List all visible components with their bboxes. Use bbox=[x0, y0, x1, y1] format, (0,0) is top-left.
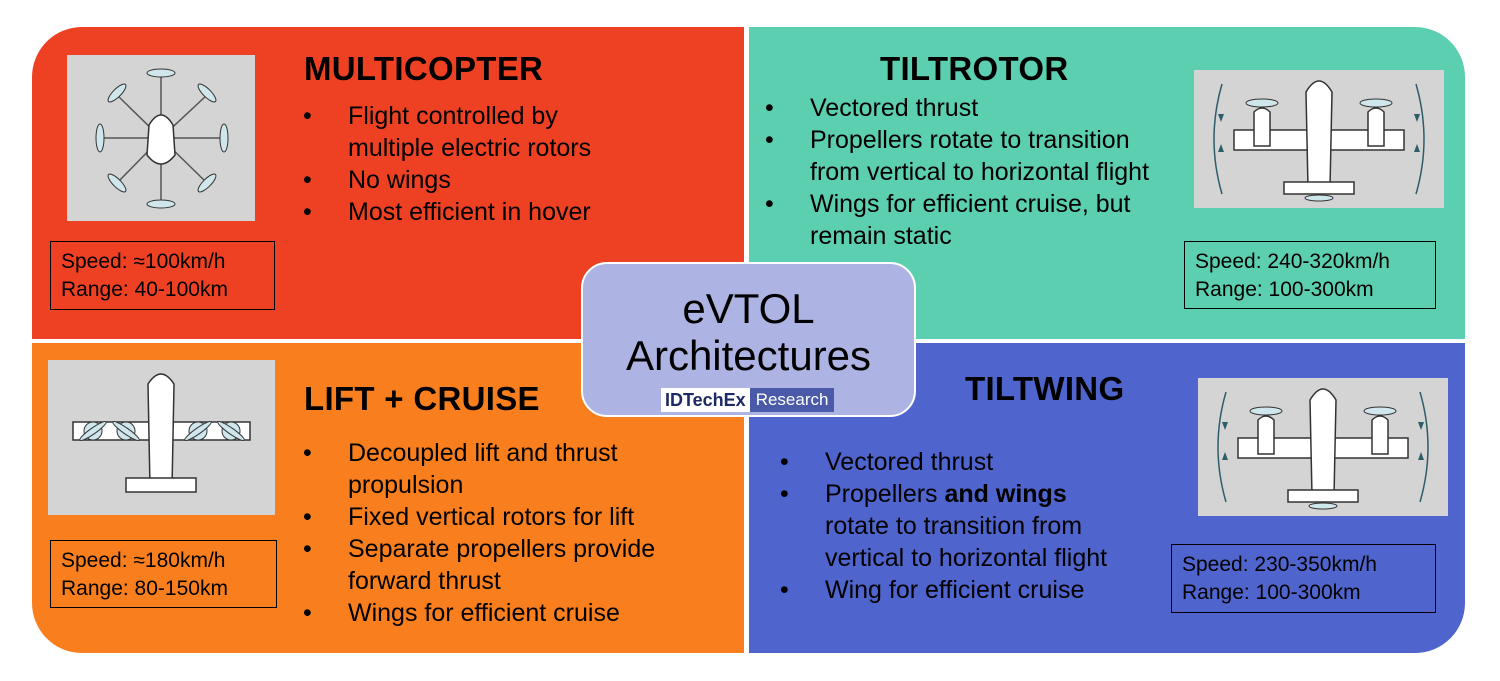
center-title-line1: eVTOL bbox=[682, 285, 815, 332]
bullet-item: • Propellers rotate to transition bbox=[765, 124, 1149, 156]
bullet-item: • Wings for efficient cruise bbox=[303, 597, 655, 629]
multicopter-stats-box bbox=[50, 241, 275, 310]
lift-cruise-title: LIFT + CRUISE bbox=[304, 380, 540, 417]
bullet-item: • Separate propellers provide bbox=[303, 533, 655, 565]
bullet-item bbox=[780, 478, 1107, 510]
bullet-item: propulsion bbox=[348, 471, 464, 499]
center-title-line2: Architectures bbox=[625, 332, 872, 379]
tiltwing-title: TILTWING bbox=[965, 370, 1125, 407]
bullet-item: • Wing for efficient cruise bbox=[780, 574, 1107, 606]
bullet-item: from vertical to horizontal flight bbox=[810, 158, 1150, 186]
center-title-box bbox=[581, 262, 916, 417]
bullet-emphasis: and wings bbox=[944, 480, 1067, 508]
bullet-item: vertical to horizontal flight bbox=[825, 544, 1108, 572]
tiltrotor-title: TILTROTOR bbox=[880, 50, 1069, 87]
speed-value: Speed: ≈100km/h bbox=[61, 250, 226, 273]
tiltrotor-aircraft-icon bbox=[1194, 70, 1444, 208]
multicopter-bullets bbox=[303, 100, 591, 228]
lift-cruise-bullets bbox=[303, 437, 655, 629]
bullet-item: rotate to transition from bbox=[825, 512, 1083, 540]
logo-sub-text: Research bbox=[750, 388, 835, 412]
tiltwing-aircraft-icon bbox=[1198, 378, 1448, 516]
bullet-text: Propellers bbox=[825, 480, 945, 508]
bullet-item: • Vectored thrust bbox=[765, 92, 1149, 124]
tiltwing-illustration bbox=[1198, 378, 1448, 516]
range-value: Range: 100-300km bbox=[1182, 581, 1361, 604]
lift-cruise-stats-box bbox=[50, 540, 277, 608]
bullet-item: • Flight controlled by bbox=[303, 100, 591, 132]
tiltwing-bullets bbox=[780, 446, 1107, 606]
speed-value: Speed: 240-320km/h bbox=[1195, 250, 1390, 273]
bullet-item: • Wings for efficient cruise, but bbox=[765, 188, 1149, 220]
tiltwing-stats-box bbox=[1171, 544, 1436, 613]
lift-cruise-illustration bbox=[48, 360, 275, 515]
bullet-item: • Decoupled lift and thrust bbox=[303, 437, 655, 469]
bullet-item: multiple electric rotors bbox=[348, 134, 592, 162]
range-value: Range: 100-300km bbox=[1195, 278, 1374, 301]
tiltrotor-illustration bbox=[1194, 70, 1444, 208]
tiltrotor-stats-box bbox=[1184, 241, 1436, 309]
logo-main-text: IDTechEx bbox=[661, 388, 750, 412]
bullet-item: remain static bbox=[810, 222, 952, 250]
range-value: Range: 80-150km bbox=[61, 577, 228, 600]
idtechex-logo bbox=[661, 388, 834, 412]
lift-cruise-aircraft-icon bbox=[48, 360, 275, 515]
bullet-item: forward thrust bbox=[348, 567, 501, 595]
range-value: Range: 40-100km bbox=[61, 278, 228, 301]
multicopter-title: MULTICOPTER bbox=[304, 50, 544, 87]
speed-value: Speed: ≈180km/h bbox=[61, 549, 226, 572]
multicopter-aircraft-icon bbox=[67, 55, 255, 221]
speed-value: Speed: 230-350km/h bbox=[1182, 553, 1377, 576]
bullet-item: • No wings bbox=[303, 164, 591, 196]
bullet-item: • Fixed vertical rotors for lift bbox=[303, 501, 655, 533]
multicopter-illustration bbox=[67, 55, 255, 221]
bullet-item: • Vectored thrust bbox=[780, 446, 1107, 478]
bullet-item: • Most efficient in hover bbox=[303, 196, 591, 228]
tiltrotor-bullets bbox=[765, 92, 1149, 252]
